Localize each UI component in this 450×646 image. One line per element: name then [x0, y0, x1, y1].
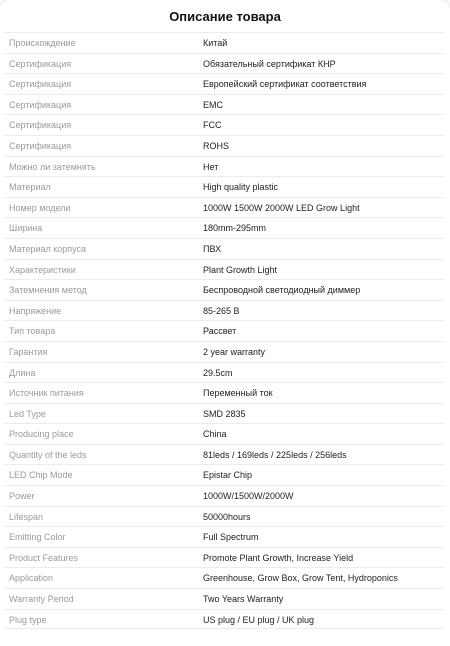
spec-value: 50000hours [203, 511, 251, 522]
spec-row [4, 135, 444, 156]
spec-row [4, 547, 444, 568]
spec-value: Epistar Chip [203, 470, 253, 481]
spec-value: US plug / EU plug / UK plug [203, 614, 315, 625]
spec-label: Warranty Period [9, 594, 74, 605]
spec-value: Обязательный сертификат КНР [203, 58, 336, 69]
spec-label: Происхождение [9, 38, 76, 48]
spec-label: Quantity of the leds [9, 449, 87, 460]
spec-row [4, 217, 444, 238]
spec-value: Европейский сертификат соответствия [203, 79, 367, 90]
spec-value: ПВХ [203, 243, 222, 254]
spec-row [4, 506, 444, 527]
spec-row [4, 362, 444, 383]
spec-value: Нет [203, 161, 219, 172]
spec-label: Сертификация [9, 79, 72, 90]
spec-value: 81leds / 169leds / 225leds / 256leds [203, 449, 347, 460]
spec-row [4, 320, 444, 341]
spec-value: Китай [203, 38, 228, 48]
spec-row [4, 341, 444, 362]
spec-value: Full Spectrum [203, 532, 259, 543]
spec-label: Напряжение [9, 305, 62, 316]
spec-row [4, 444, 444, 465]
spec-value: Greenhouse, Grow Box, Grow Tent, Hydroponics [203, 573, 398, 584]
spec-table [0, 32, 450, 629]
spec-label: Длина [9, 367, 36, 378]
spec-label: Материал корпуса [9, 243, 87, 254]
spec-label: Можно ли затемнять [9, 161, 96, 172]
spec-value: 2 year warranty [203, 346, 266, 357]
spec-row [4, 53, 444, 74]
spec-label: Product Features [9, 552, 79, 563]
spec-label: Сертификация [9, 99, 72, 110]
sheet-header [0, 0, 450, 32]
spec-value: Беспроводной светодиодный диммер [203, 285, 361, 296]
spec-value: ROHS [203, 140, 230, 151]
spec-label: Характеристики [9, 264, 76, 275]
spec-row [4, 588, 444, 609]
spec-value: Переменный ток [203, 388, 273, 399]
spec-row [4, 238, 444, 259]
spec-label: Номер модели [9, 202, 71, 213]
spec-row [4, 423, 444, 444]
spec-value: Plant Growth Light [203, 264, 278, 275]
spec-row [4, 94, 444, 115]
spec-label: Emitting Color [9, 532, 66, 543]
spec-label: Гарантия [9, 346, 48, 357]
spec-label: LED Chip Mode [9, 470, 73, 481]
spec-row [4, 114, 444, 135]
spec-row [4, 176, 444, 197]
spec-row [4, 403, 444, 424]
spec-value: SMD 2835 [203, 408, 246, 419]
spec-value: Promote Plant Growth, Increase Yield [203, 552, 354, 563]
spec-value: FCC [203, 120, 222, 131]
spec-row [4, 300, 444, 321]
spec-value: High quality plastic [203, 182, 279, 193]
spec-value: 1000W/1500W/2000W [203, 491, 294, 502]
spec-value: China [203, 429, 227, 440]
spec-label: Источник питания [9, 388, 84, 399]
spec-row [4, 567, 444, 588]
spec-row [4, 526, 444, 547]
spec-row [4, 464, 444, 485]
spec-label: Затемнения метод [9, 285, 87, 296]
spec-value: 85-265 В [203, 305, 240, 316]
spec-label: Сертификация [9, 140, 72, 151]
spec-value: 29.5cm [203, 367, 233, 378]
spec-row [4, 382, 444, 403]
spec-label: Producing place [9, 429, 74, 440]
spec-value: Two Years Warranty [203, 594, 284, 605]
spec-row [4, 32, 444, 53]
spec-row [4, 259, 444, 280]
spec-row [4, 485, 444, 506]
spec-row [4, 156, 444, 177]
spec-label: Тип товара [9, 326, 56, 337]
spec-row [4, 197, 444, 218]
spec-value: Рассвет [203, 326, 237, 337]
spec-label: Сертификация [9, 58, 72, 69]
spec-label: Led Type [9, 408, 46, 419]
spec-label: Ширина [9, 223, 43, 234]
spec-label: Plug type [9, 614, 47, 625]
spec-label: Power [9, 491, 35, 502]
spec-value: 180mm-295mm [203, 223, 267, 234]
spec-row [4, 73, 444, 94]
spec-label: Lifespan [9, 511, 44, 522]
spec-label: Application [9, 573, 54, 584]
spec-label: Сертификация [9, 120, 72, 131]
page-title: Описание товара [169, 8, 281, 24]
spec-row [4, 279, 444, 300]
spec-value: EMC [203, 99, 223, 110]
spec-row [4, 609, 444, 630]
spec-value: 1000W 1500W 2000W LED Grow Light [203, 202, 360, 213]
spec-label: Материал [9, 182, 51, 193]
